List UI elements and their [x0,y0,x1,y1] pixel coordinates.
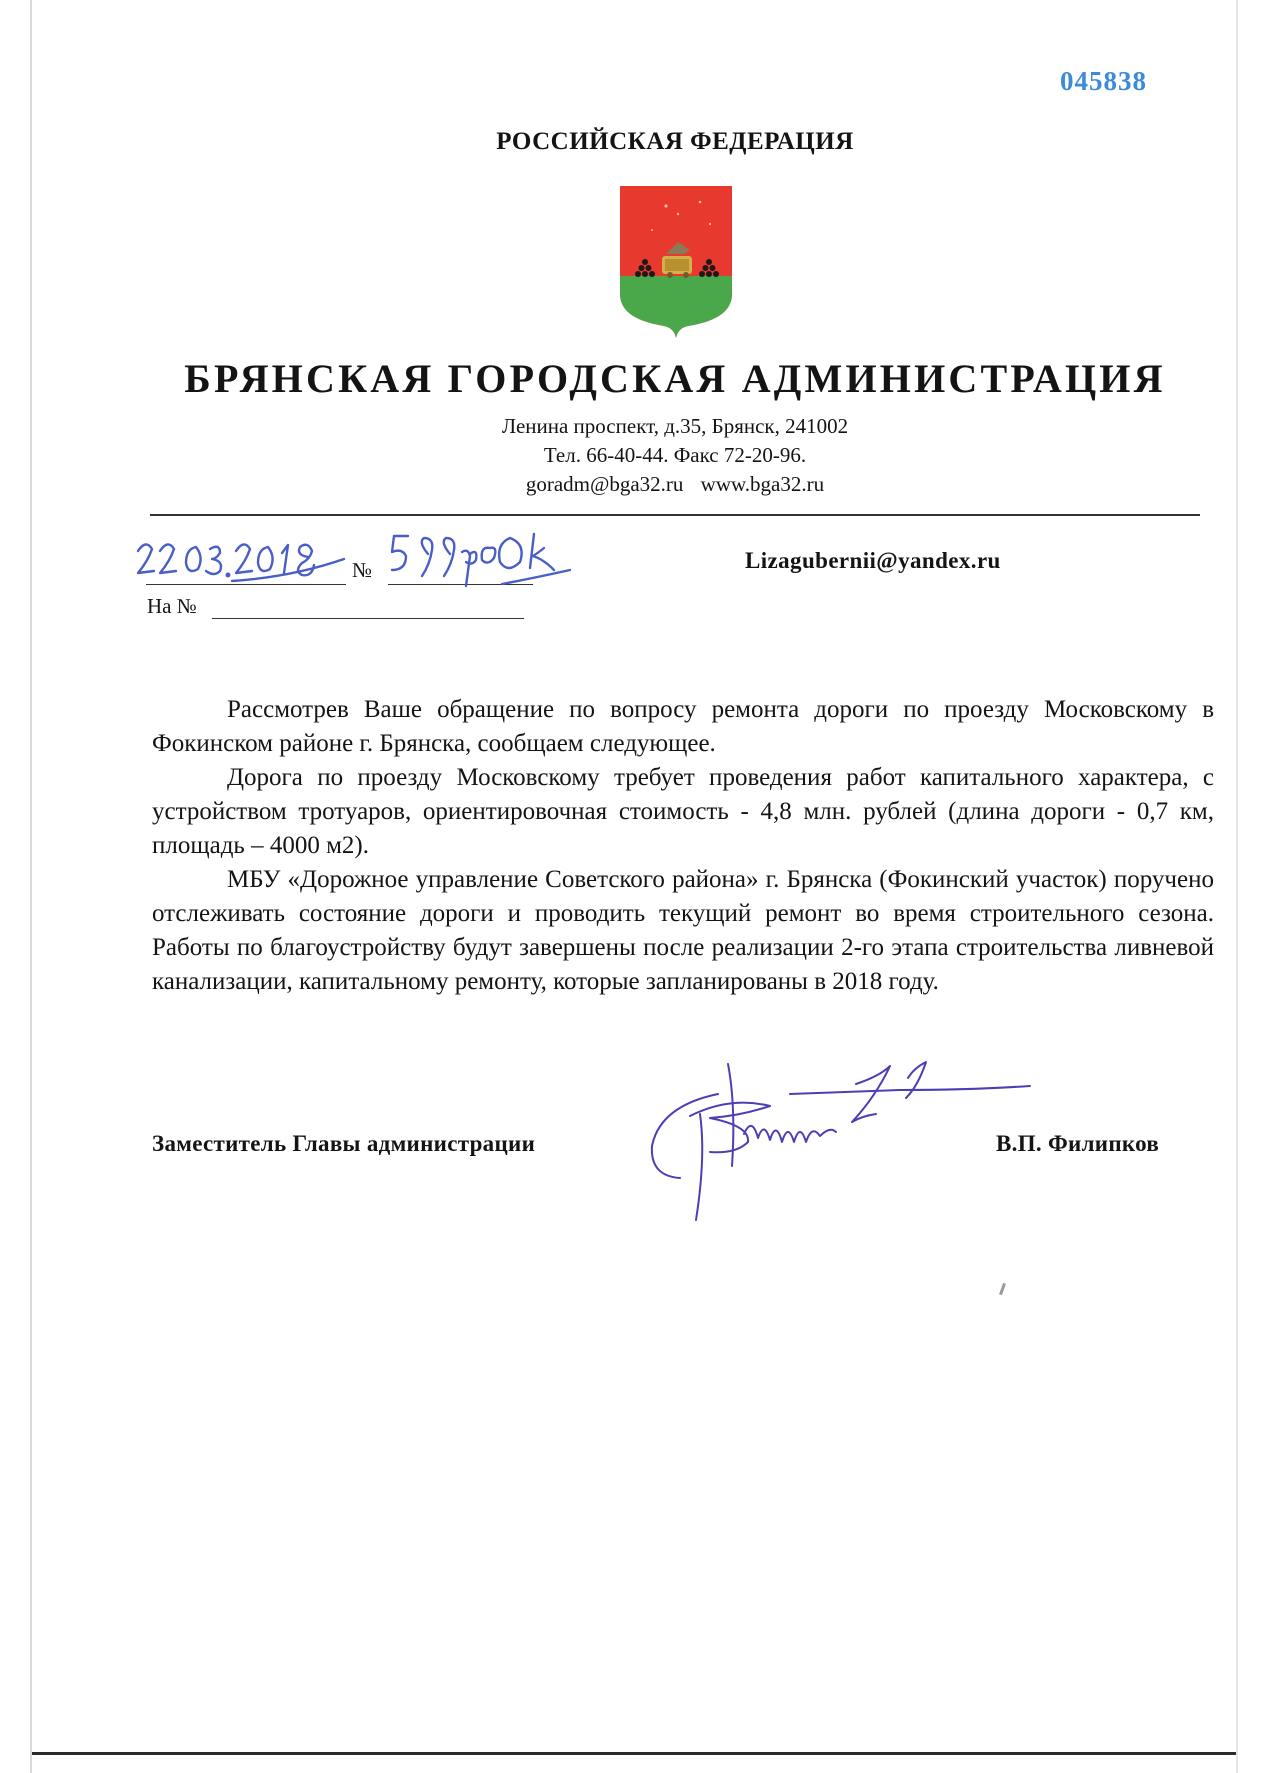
signatory-name: В.П. Филипков [996,1131,1160,1156]
registration-number: 045838 [1060,66,1147,96]
letter-body [152,693,1214,999]
scan-speck [999,1283,1006,1295]
coat-of-arms-icon [618,184,734,338]
address-line: Ленина проспект, д.35, Брянск, 241002 [501,414,849,438]
scan-edge-right [1236,0,1238,1773]
date-underline [146,584,346,585]
reference-label: На № [147,594,197,618]
handwritten-number-icon [384,526,574,592]
web-line [0,470,1268,499]
scan-bottom-edge [32,1752,1236,1755]
website-link[interactable]: www.bga32.ru [700,472,825,496]
body-paragraph: Рассмотрев Ваше обращение по вопросу ремонта дороги по проезду Московскому в Фокинском районе г. Брянска, сообщаем следующее. [152,696,1214,757]
header-divider [150,514,1200,516]
contact-block [0,412,1268,499]
body-paragraph: МБУ «Дорожное управление Советского района» г. Брянска (Фокинский участок) поручено отслеживать состояние дороги и проводить текущий ремонт во время строительного сезона. Работы по благоустройству будут завершены после реализации 2-го этапа строительства ливневой канализации, капитальному ремонту, которые запланированы в 2018 году. [152,866,1214,995]
signatory-title: Заместитель Главы администрации [152,1131,536,1156]
country-heading: РОССИЙСКАЯ ФЕДЕРАЦИЯ [496,128,854,155]
body-paragraph: Дорога по проезду Московскому требует проведения работ капитального характера, с устройством тротуаров, ориентировочная стоимость - 4,8 млн. рублей (длина дороги - 0,7 км, площадь – 4000 м2). [152,764,1214,859]
organization-name: БРЯНСКАЯ ГОРОДСКАЯ АДМИНИСТРАЦИЯ [184,356,1166,401]
handwritten-date-icon [132,533,347,585]
scan-edge-left [30,0,32,1773]
reference-underline [212,618,524,619]
number-sign: № [352,558,373,582]
addressee-email[interactable]: Lizagubernii@yandex.ru [745,548,1001,573]
email-link[interactable]: goradm@bga32.ru [525,472,684,496]
phone-fax-line: Тел. 66-40-44. Факс 72-20-96. [543,443,807,467]
